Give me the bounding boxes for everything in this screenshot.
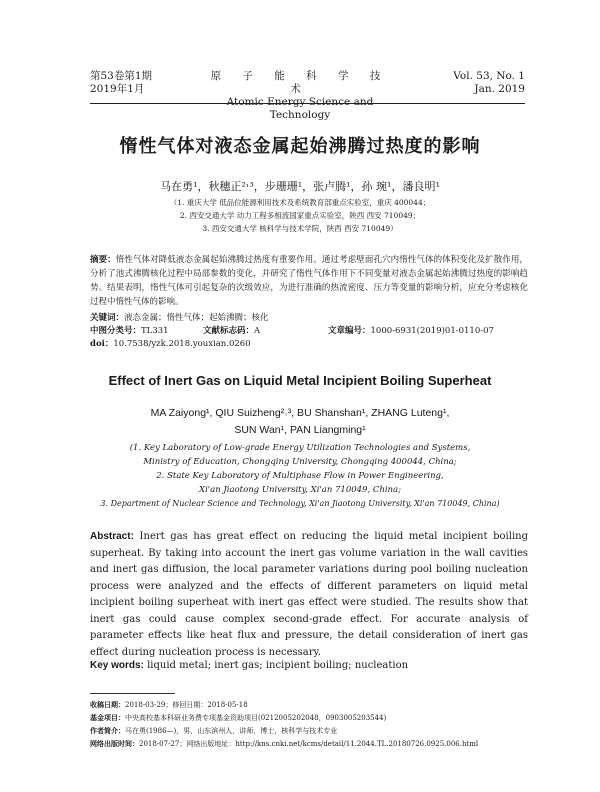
footnote-divider: [90, 693, 175, 694]
affiliation-cn-2: 2. 西安交通大学 动力工程多相流国家重点实验室，陕西 西安 710049；: [179, 211, 421, 220]
article-no-label: 文章编号：: [328, 326, 371, 336]
volume-en: Vol. 53, No. 1: [453, 70, 525, 82]
keywords-en-label: Key words:: [90, 660, 144, 671]
doc-code-label: 文献标志码：: [203, 326, 255, 336]
abstract-en-text: Inert gas has great effect on reducing the liquid metal incipient boiling superheat. By taking into account the inert gas volume variation in the wall cavities and inert gas diffusion, the local parameter variations during pool boiling nucleation process were analyzed and the effects of different parameters on liquid metal incipient boiling superheat with inert gas effect were studied. The results show that inert gas could cause complex second-grade effect. For accurate analysis of parameter effects like heat flux and pressure, the detail consideration of inert gas effect during nucleation process is necessary.: [90, 531, 528, 658]
keywords-cn-label: 关键词：: [90, 313, 125, 323]
title-cn: 惰性气体对液态金属起始沸腾过热度的影响: [119, 136, 481, 157]
journal-name-en: Atomic Energy Science and Technology: [226, 96, 374, 121]
classification-line: [90, 325, 530, 337]
online-value: 2018-07-27；网络出版地址：http://kns.cnki.net/kcms/detail/11.2044.TL.20180726.0925.006.html: [139, 740, 479, 748]
footnote-author: [90, 726, 337, 736]
volume-cn: 第53卷第1期: [90, 70, 153, 82]
article-no-value: 1000-6931(2019)01-0110-07: [370, 326, 494, 336]
abstract-cn-label: 摘要：: [90, 255, 116, 265]
affiliation-en-5: 3. Department of Nuclear Science and Technology, Xi'an Jiaotong University, Xi'an 710049, China): [100, 499, 500, 508]
footnote-fund: [90, 713, 386, 723]
doi-line: [90, 338, 251, 350]
received-label: 收稿日期：: [90, 700, 125, 709]
journal-name-cn: 原 子 能 科 学 技 术: [210, 70, 390, 95]
affiliation-cn-3: 3. 西安交通大学 核科学与技术学院，陕西 西安 710049）: [202, 224, 398, 233]
abstract-en: [90, 529, 528, 661]
affiliation-en-3: 2. State Key Laboratory of Multiphase Flow in Power Engineering,: [156, 471, 444, 481]
doi-label: doi：: [90, 339, 114, 349]
authors-en-line1: MA Zaiyong¹, QIU Suizheng²˒³, BU Shanshan¹, ZHANG Luteng¹,: [150, 407, 450, 419]
received-value: 2018-03-29；修回日期：2018-05-18: [125, 701, 248, 709]
keywords-cn-text: 液态金属；惰性气体；起始沸腾；核化: [124, 313, 269, 323]
title-en: Effect of Inert Gas on Liquid Metal Incipient Boiling Superheat: [108, 373, 492, 388]
date-en: Jan. 2019: [474, 83, 525, 95]
issue-info-en: [430, 70, 525, 96]
clc-value: TL331: [141, 326, 169, 336]
journal-name: [200, 70, 400, 122]
keywords-en: [90, 660, 408, 671]
fund-label: 基金项目：: [90, 713, 125, 722]
affiliation-en-4: Xi'an Jiaotong University, Xi'an 710049, China;: [199, 485, 401, 495]
fund-value: 中央高校基本科研业务费专项基金资助项目(0212005202048，0903005203544): [125, 714, 387, 722]
issue-info-cn: [90, 70, 152, 96]
author-value: 马在勇(1986—)，男，山东滨州人，讲师，博士，核科学与技术专业: [125, 727, 338, 735]
online-label: 网络出版时间：: [90, 739, 139, 748]
affiliation-en-2: Ministry of Education, Chongqing University, Chongqing 400044, China;: [143, 457, 457, 467]
abstract-cn: [90, 253, 528, 309]
clc-label: 中图分类号：: [90, 326, 142, 336]
abstract-cn-text: 惰性气体对降低液态金属起始沸腾过热度有重要作用。通过考虑壁面孔穴内惰性气体的体积变化及扩散作用，分析了池式沸腾核化过程中局部参数的变化，并研究了惰性气体作用下不同变量对液态金属起始沸腾过热度的影响趋势。结果表明，惰性气体可引起复杂的次级效应，为进行准确的热流密度、压力等变量的影响分析，应充分考虑核化过程中惰性气体的影响。: [90, 255, 528, 307]
authors-en-line2: SUN Wan¹, PAN Liangming¹: [234, 424, 366, 436]
keywords-cn: [90, 312, 269, 324]
footnote-received: [90, 700, 248, 710]
keywords-en-text: liquid metal; inert gas; incipient boiling; nucleation: [147, 660, 409, 671]
doi-value: 10.7538/yzk.2018.youxian.0260: [113, 339, 251, 349]
date-cn: 2019年1月: [90, 83, 145, 95]
author-label: 作者简介：: [90, 726, 125, 735]
affiliation-en-1: (1. Key Laboratory of Low-grade Energy Utilization Technologies and Systems,: [129, 443, 471, 453]
footnote-online: [90, 739, 530, 749]
affiliation-cn-1: （1. 重庆大学 低品位能源利用技术及系统教育部重点实验室，重庆 400044；: [169, 198, 431, 207]
header-divider: [90, 103, 525, 104]
doc-code-value: A: [254, 326, 261, 336]
authors-cn: 马在勇¹，秋穗正²˒³，步珊珊¹，张卢腾¹，孙 琬¹，潘良明¹: [160, 180, 440, 193]
abstract-en-label: Abstract:: [90, 531, 134, 542]
